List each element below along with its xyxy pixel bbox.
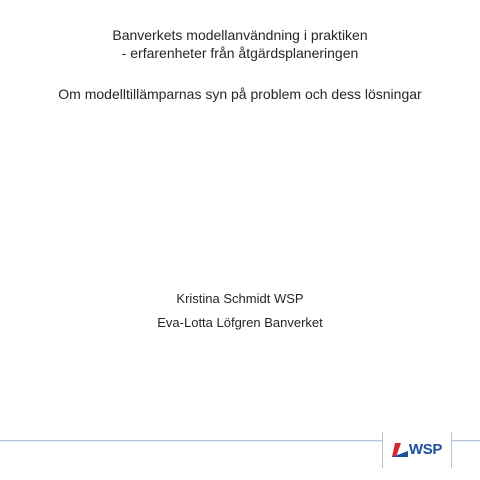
title-line-1: Banverkets modellanvändning i praktiken [112,27,368,43]
author-2: Eva-Lotta Löfgren Banverket [157,315,323,330]
title-line-2: - erfarenheter från åtgärdsplaneringen [121,45,359,61]
author-1: Kristina Schmidt WSP [176,291,304,306]
subtitle: Om modelltillämparnas syn på problem och dess lösningar [58,86,422,102]
title-block [0,26,480,62]
wsp-logo-inner [392,441,442,459]
authors-block [0,287,480,335]
wsp-logo [382,432,452,468]
wsp-logo-icon [392,441,408,459]
wsp-logo-text: WSP [408,441,443,458]
